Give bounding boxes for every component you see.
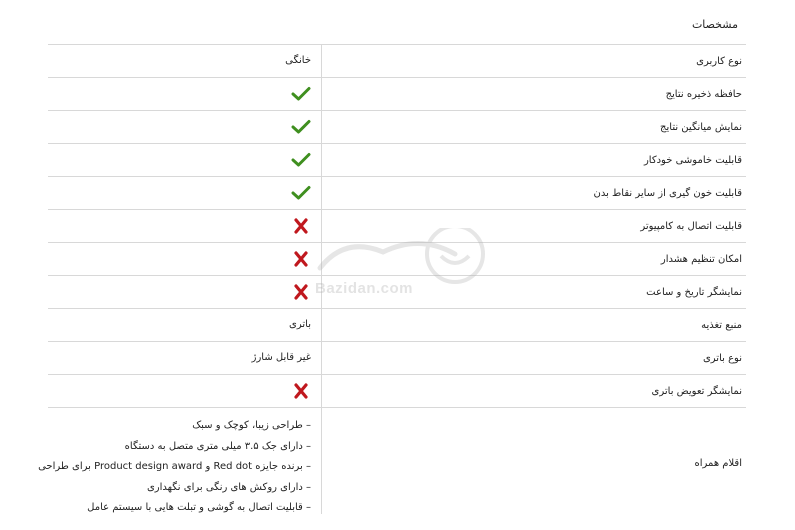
column-divider [321,144,322,176]
column-divider [321,210,322,242]
spec-row-average-display [48,111,746,144]
column-divider [321,243,322,275]
column-divider [321,177,322,209]
list-item: – دارای جک ۳.۵ میلی متری متصل به دستگاه [124,440,311,452]
column-divider [321,276,322,308]
spec-label: نوع کاربری [696,56,742,67]
list-item: – برنده جایزه Red dot و Product design award برای طراحی [38,461,311,472]
list-item: – طراحی زیبا، کوچک و سبک [192,420,311,431]
check-icon [291,119,311,135]
column-divider [321,78,322,110]
spec-row-alarm-setting [48,243,746,276]
cross-icon [291,284,311,300]
column-divider [321,375,322,407]
spec-label: نمایشگر تاریخ و ساعت [646,287,742,298]
section-title: مشخصات [691,18,738,31]
spec-row-battery-type [48,342,746,375]
check-icon [291,86,311,102]
spec-label: قابلیت خون گیری از سایر نقاط بدن [593,188,742,199]
spec-value: خانگی [285,55,311,66]
column-divider [321,111,322,143]
specifications-table [38,0,746,514]
list-item: – قابلیت اتصال به گوشی و تبلت هایی با سیستم عامل [87,502,311,513]
spec-row-date-time-display [48,276,746,309]
spec-label: نوع باتری [702,353,742,364]
spec-label: قابلیت اتصال به کامپیوتر [640,221,742,232]
spec-row-alternate-site-testing [48,177,746,210]
spec-label: قابلیت خاموشی خودکار [643,155,742,166]
spec-row-included-items [38,408,746,514]
spec-label: حافظه ذخیره نتایج [665,89,742,100]
watermark-text: Bazidan.com [315,280,414,297]
spec-row-battery-replacement-indicator [48,375,746,408]
spec-label: امکان تنظیم هشدار [660,254,742,265]
spec-row-power-source [48,309,746,342]
spec-label: نمایشگر تعویض باتری [651,386,742,397]
spec-row-auto-off [48,144,746,177]
column-divider [321,408,322,514]
check-icon [291,185,311,201]
spec-row-result-memory [48,78,746,111]
spec-label: اقلام همراه [694,458,742,469]
spec-value: غیر قابل شارژ [251,352,311,363]
check-icon [291,152,311,168]
section-header [48,0,746,45]
included-items-list [38,416,311,519]
cross-icon [291,251,311,267]
spec-label: نمایش میانگین نتایج [660,122,742,133]
spec-row-computer-connection [48,210,746,243]
spec-row-usage-type [48,45,746,78]
cross-icon [291,383,311,399]
column-divider [321,342,322,374]
column-divider [321,45,322,77]
cross-icon [291,218,311,234]
spec-label: منبع تغذیه [701,320,742,331]
spec-value: باتری [289,319,311,330]
list-item: – دارای روکش های رنگی برای نگهداری [146,481,311,493]
column-divider [321,309,322,341]
